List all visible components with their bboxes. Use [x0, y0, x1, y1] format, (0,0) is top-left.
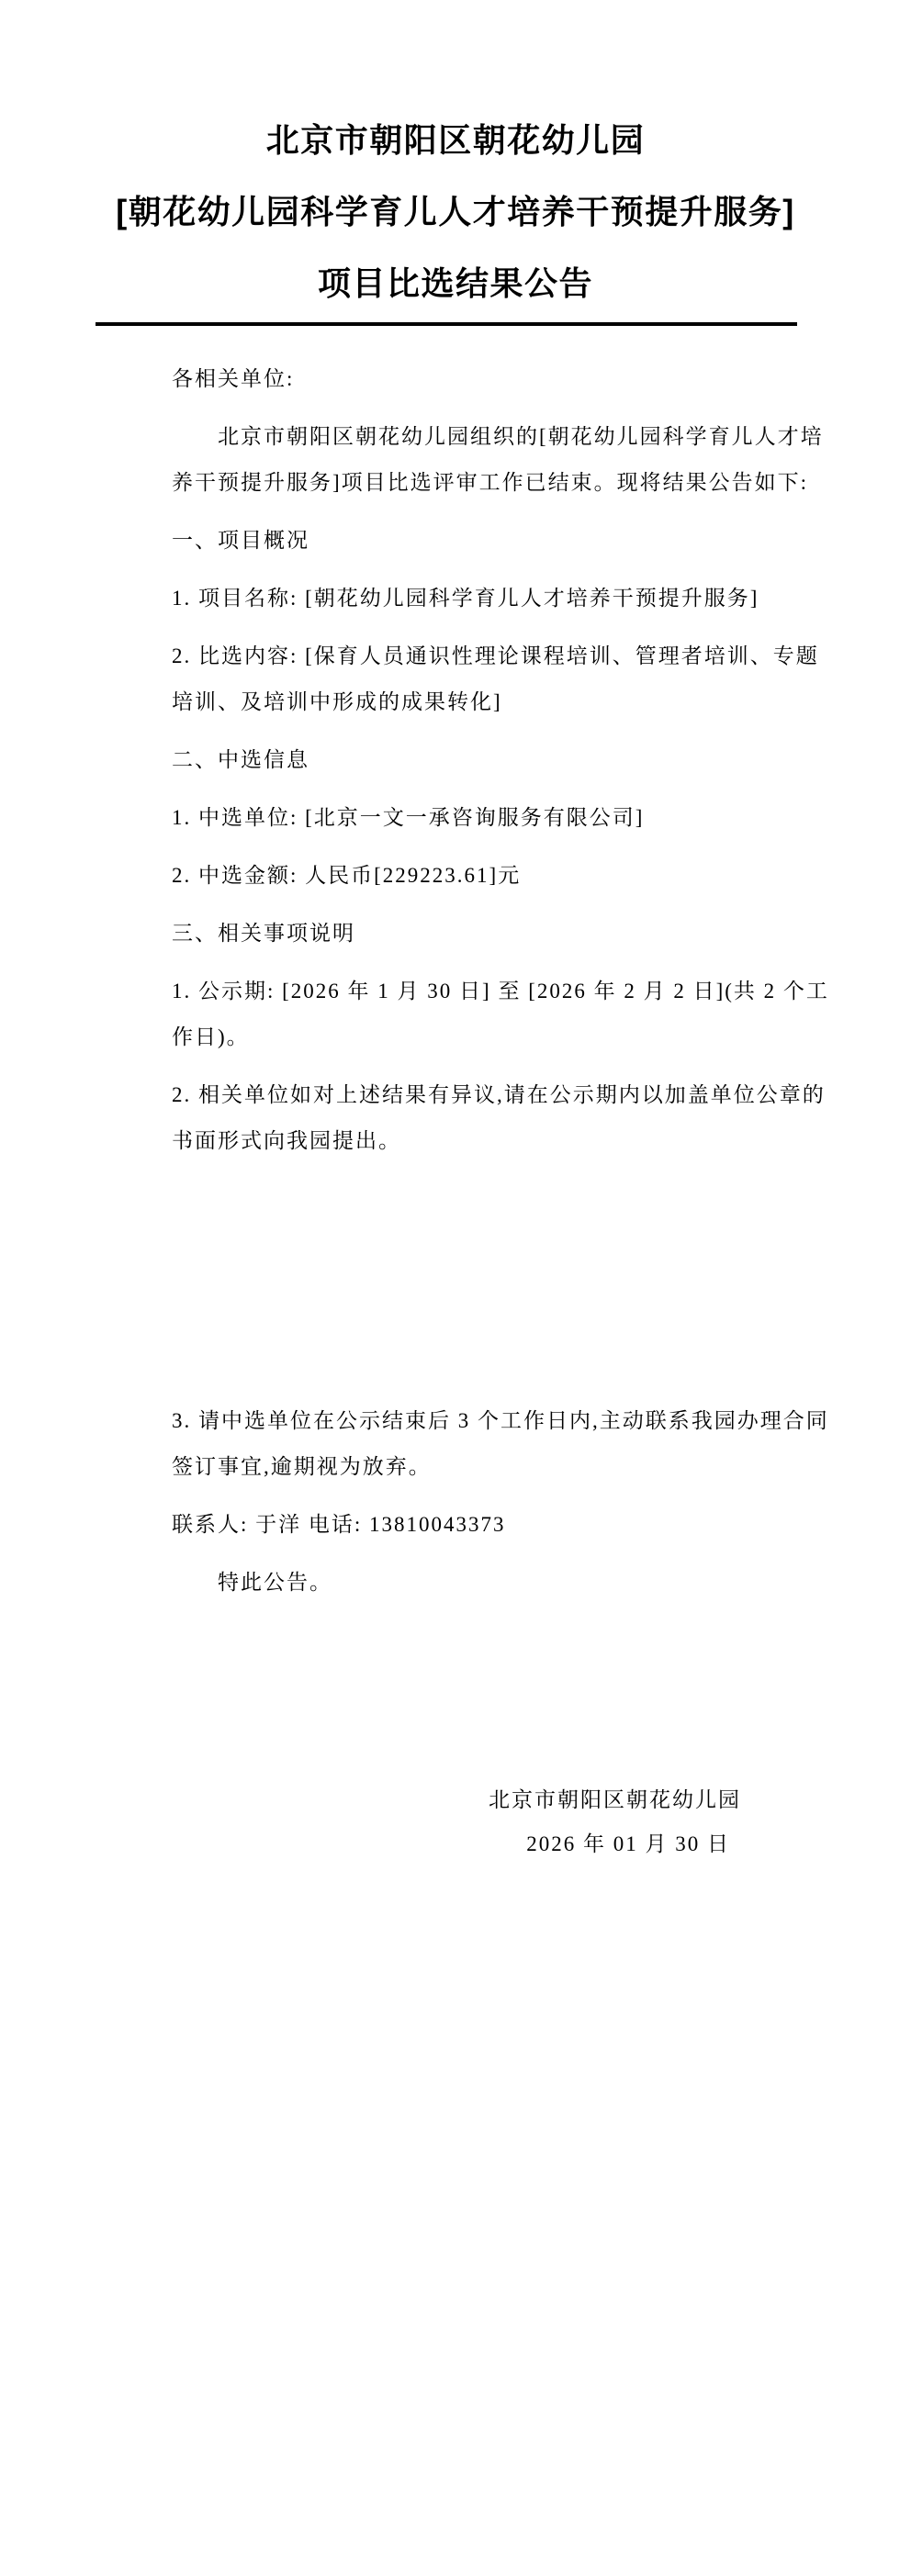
salutation-text: 各相关单位:	[172, 367, 295, 390]
item-amount	[172, 853, 815, 899]
objection-line-2: 书面形式向我园提出。	[172, 1129, 401, 1152]
item-contract	[172, 1398, 829, 1490]
signature-date: 2026 年 01 月 30 日	[526, 1832, 730, 1855]
item-project-name	[172, 576, 815, 622]
winner-text: 1. 中选单位: [北京一文一承咨询服务有限公司]	[172, 806, 645, 829]
line-closing	[172, 1560, 815, 1606]
item-objection	[172, 1072, 826, 1164]
item-publicity-period	[172, 969, 829, 1060]
title-line-project: [朝花幼儿园科学育儿人才培养干预提升服务]	[116, 193, 795, 230]
section-3-title: 三、相关事项说明	[172, 922, 355, 945]
project-name-text: 1. 项目名称: [朝花幼儿园科学育儿人才培养干预提升服务]	[172, 587, 759, 610]
intro-line-1: 北京市朝阳区朝花幼儿园组织的[朝花幼儿园科学育儿人才培	[218, 425, 824, 448]
item-selection-content	[172, 633, 819, 725]
title-line-notice: 项目比选结果公告	[317, 264, 593, 302]
contract-line-1: 3. 请中选单位在公示结束后 3 个工作日内,主动联系我园办理合同	[172, 1409, 829, 1432]
line-contact	[172, 1502, 815, 1548]
heading-section-3	[172, 911, 815, 957]
body-followup	[172, 1398, 829, 1618]
contract-line-2: 签订事宜,逾期视为放弃。	[172, 1455, 432, 1478]
contact-text: 联系人: 于洋 电话: 13810043373	[172, 1513, 506, 1536]
selection-content-line-2: 培训、及培训中形成的成果转化]	[172, 690, 502, 713]
title-line-org: 北京市朝阳区朝花幼儿园	[265, 121, 646, 159]
signature-block	[489, 1778, 741, 1866]
publicity-period-line-1: 1. 公示期: [2026 年 1 月 30 日] 至 [2026 年 2 月 2 日](共 2 个工	[172, 980, 829, 1002]
section-2-title: 二、中选信息	[172, 748, 309, 771]
closing-text: 特此公告。	[218, 1571, 332, 1594]
body-main	[172, 356, 829, 1176]
heading-section-2	[172, 737, 815, 783]
signature-org: 北京市朝阳区朝花幼儿园	[489, 1788, 741, 1811]
heading-section-1	[172, 518, 815, 564]
paragraph-intro	[172, 414, 824, 506]
document-title	[0, 105, 911, 319]
paragraph-salutation	[172, 356, 815, 402]
objection-line-1: 2. 相关单位如对上述结果有异议,请在公示期内以加盖单位公章的	[172, 1083, 826, 1106]
section-1-title: 一、项目概况	[172, 529, 309, 552]
amount-text: 2. 中选金额: 人民币[229223.61]元	[172, 864, 522, 887]
intro-line-2: 养干预提升服务]项目比选评审工作已结束。现将结果公告如下:	[172, 471, 809, 494]
selection-content-line-1: 2. 比选内容: [保育人员通识性理论课程培训、管理者培训、专题	[172, 644, 819, 667]
publicity-period-line-2: 作日)。	[172, 1025, 250, 1048]
item-winner	[172, 795, 815, 841]
title-divider	[96, 322, 797, 326]
